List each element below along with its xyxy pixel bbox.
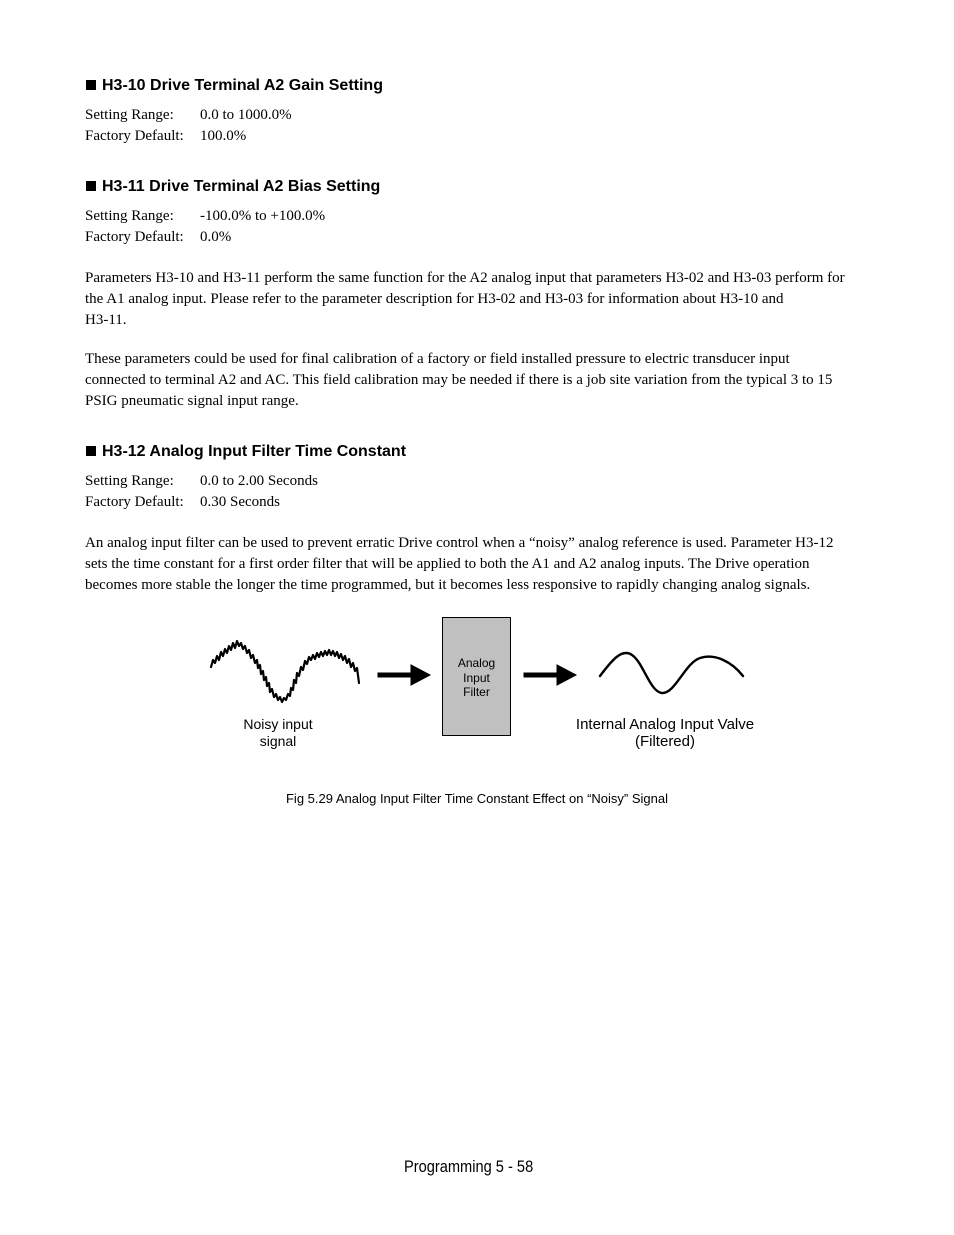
paragraph-filter-description: An analog input filter can be used to prevent erratic Drive control when a “noisy” analog reference is used. Parameter H3-12 sets the time constant for a first order filter that will be applied to both the A1 and A2 analog inputs. The Drive operation becomes more stable the longer the time programmed, but it becomes less responsive to rapidly changing analog signals. [85, 535, 834, 593]
setting-range-h3-10: Setting Range: 0.0 to 1000.0% [85, 107, 292, 123]
noisy-input-label: Noisy input signal [243, 716, 313, 749]
analog-input-filter-block: Analog Input Filter [442, 617, 511, 736]
factory-default-h3-11: Factory Default: 0.0% [85, 229, 232, 245]
setting-range-h3-12: Setting Range: 0.0 to 2.00 Seconds [85, 473, 318, 489]
section-heading-h3-10: H3-10 Drive Terminal A2 Gain Setting [86, 77, 383, 95]
section-heading-h3-12: H3-12 Analog Input Filter Time Constant [86, 443, 406, 461]
figure-caption: Fig 5.29 Analog Input Filter Time Constant Effect on “Noisy” Signal [285, 791, 668, 806]
noisy-signal-waveform [211, 641, 359, 702]
setting-range-h3-11: Setting Range: -100.0% to +100.0% [85, 208, 326, 224]
filtered-output-label: Internal Analog Input Valve (Filtered) [575, 716, 755, 750]
page-footer: Programming 5 - 58 [404, 1157, 534, 1176]
arrow-right-icon [378, 665, 430, 685]
paragraph-h3-10-h3-11-function: Parameters H3-10 and H3-11 perform the same function for the A2 analog input that parameters H3-02 and H3-03 perform for the A1 analog input. Please refer to the parameter description for H3-02 and H3-03 for information about H3-10 and H3-11. [85, 270, 845, 328]
factory-default-h3-10: Factory Default: 100.0% [85, 128, 247, 144]
factory-default-h3-12: Factory Default: 0.30 Seconds [85, 494, 280, 510]
filtered-signal-waveform [600, 653, 743, 693]
arrow-right-icon [524, 665, 576, 685]
section-heading-h3-11: H3-11 Drive Terminal A2 Bias Setting [86, 178, 380, 196]
paragraph-calibration: These parameters could be used for final calibration of a factory or field installed pressure to electric transducer input connected to terminal A2 and AC. This field calibration may be needed if there is a job site variation from the typical 3 to 15 PSIG pneumatic signal input range. [85, 351, 833, 409]
